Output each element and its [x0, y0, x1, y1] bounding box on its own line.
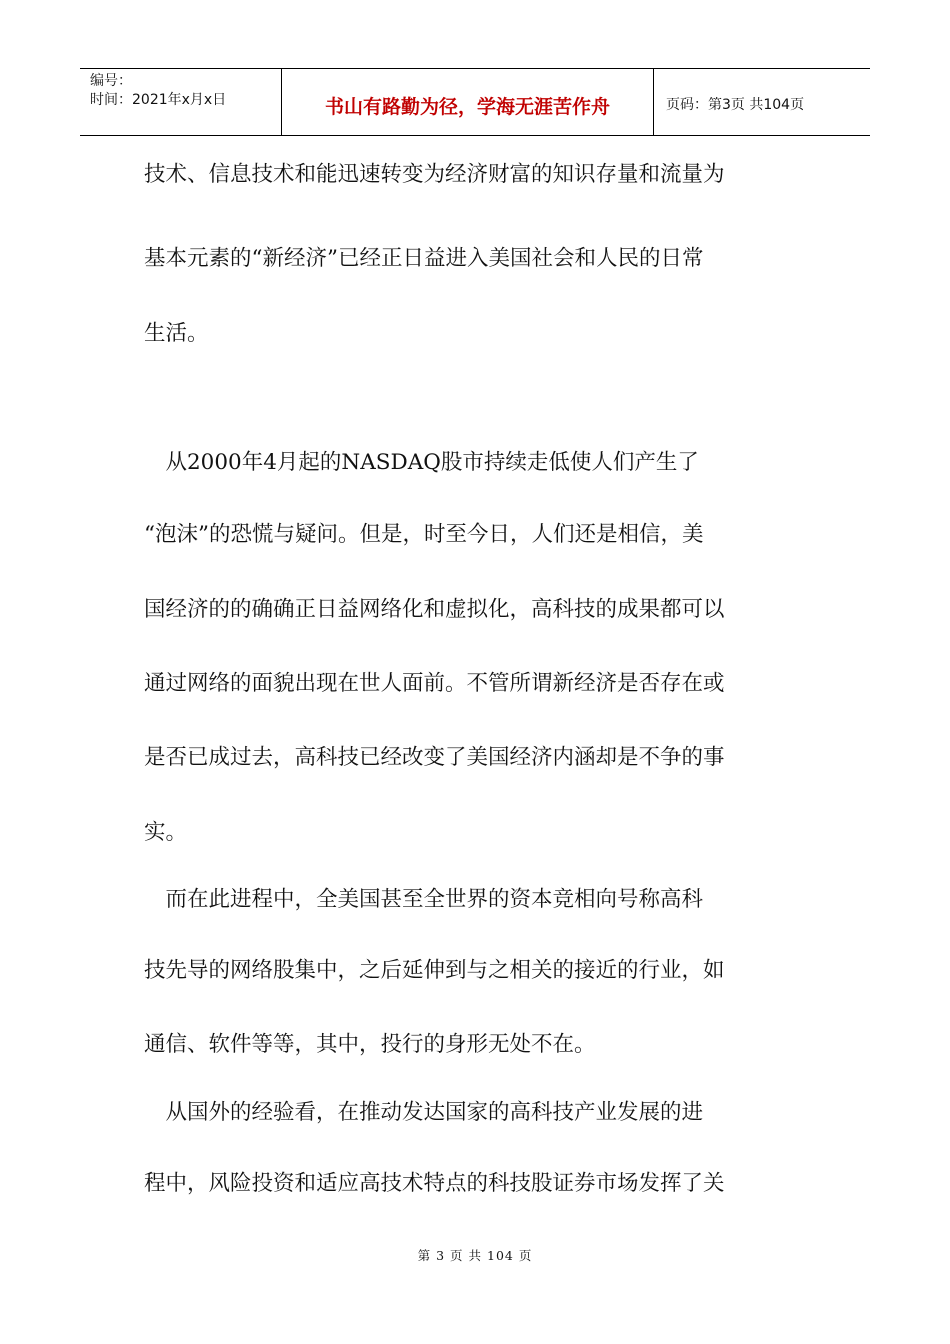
- body-line: 国经济的的确确正日益网络化和虚拟化，高科技的成果都可以: [144, 597, 725, 622]
- body-line: 通过网络的面貌出现在世人面前。不管所谓新经济是否存在或: [144, 671, 725, 696]
- header-page-info: 页码：第3页 共104页: [666, 97, 805, 113]
- document-date: 时间：2021年x月x日: [90, 92, 227, 108]
- body-line: 技先导的网络股集中，之后延伸到与之相关的接近的行业，如: [144, 958, 725, 983]
- body-line: 从2000年4月起的NASDAQ股市持续走低使人们产生了: [144, 450, 699, 475]
- header-motto-cell: [282, 69, 654, 135]
- body-line: 基本元素的“新经济”已经正日益进入美国社会和人民的日常: [144, 246, 704, 271]
- body-line: 生活。: [144, 321, 209, 346]
- page-header: [80, 68, 870, 136]
- header-motto: 书山有路勤为径，学海无涯苦作舟: [324, 95, 610, 118]
- page-footer: 第 3 页 共 104 页: [417, 1248, 533, 1263]
- header-meta-cell: [80, 69, 282, 135]
- document-number-label: 编号：: [90, 73, 132, 89]
- body-line: 是否已成过去，高科技已经改变了美国经济内涵却是不争的事: [144, 745, 725, 770]
- body-line: 而在此进程中，全美国甚至全世界的资本竞相向号称高科: [144, 887, 704, 912]
- body-line: 程中，风险投资和适应高技术特点的科技股证券市场发挥了关: [144, 1171, 725, 1196]
- body-line: 技术、信息技术和能迅速转变为经济财富的知识存量和流量为: [144, 162, 725, 187]
- body-line: 实。: [144, 820, 188, 845]
- header-page-cell: [654, 69, 870, 135]
- body-line: 通信、软件等等，其中，投行的身形无处不在。: [144, 1032, 596, 1057]
- body-line: 从国外的经验看，在推动发达国家的高科技产业发展的进: [144, 1100, 704, 1125]
- body-line: “泡沫”的恐慌与疑问。但是，时至今日，人们还是相信，美: [144, 522, 704, 547]
